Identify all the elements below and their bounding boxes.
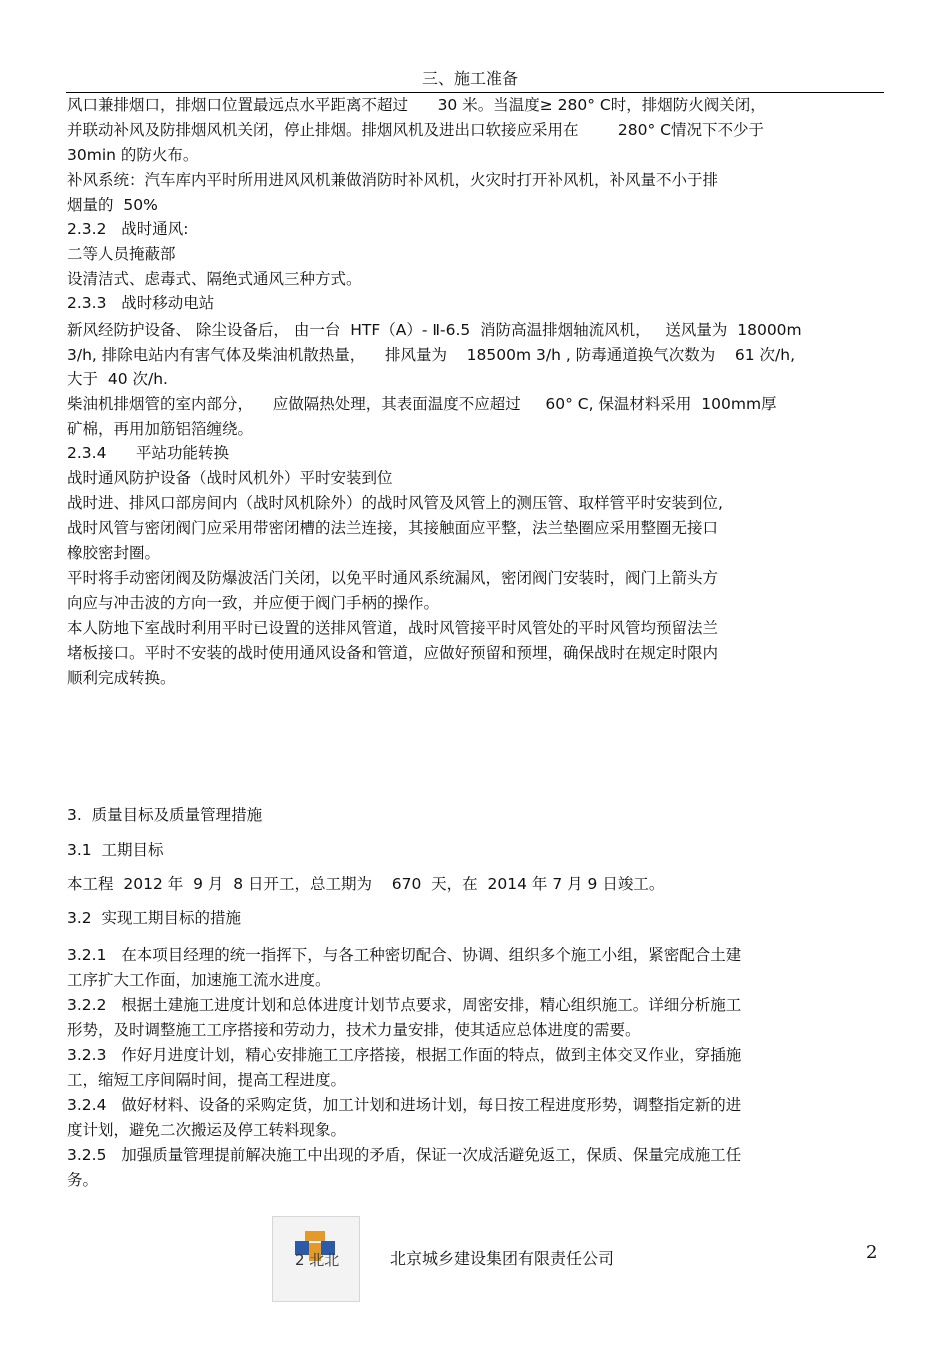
body-line: 3.2.4 做好材料、设备的采购定货，加工计划和进场计划，每日按工程进度形势，调整指定新的进 xyxy=(67,1096,742,1114)
body-line: 烟量的 50% xyxy=(67,196,158,214)
body-line: 3.2.1 在本项目经理的统一指挥下，与各工种密切配合、协调、组织多个施工小组，紧密配合土建 xyxy=(67,946,742,964)
body-line: 3.2.2 根据土建施工进度计划和总体进度计划节点要求，周密安排，精心组织施工。详细分析施工 xyxy=(67,996,742,1014)
body-line: 二等人员掩蔽部 xyxy=(67,245,176,263)
body-line: 3.2.3 作好月进度计划，精心安排施工工序搭接，根据工作面的特点，做到主体交叉作业，穿插施 xyxy=(67,1046,742,1064)
header-divider xyxy=(66,92,884,93)
body-line: 风口兼排烟口，排烟口位置最远点水平距离不超过 30 米。当温度≥ 280° C时，排烟防火阀关闭， xyxy=(67,96,766,114)
body-line: 度计划，避免二次搬运及停工转料现象。 xyxy=(67,1121,347,1139)
body-line: 务。 xyxy=(67,1171,99,1189)
section-heading: 3.2 实现工期目标的措施 xyxy=(67,909,242,927)
section-heading: 3.1 工期目标 xyxy=(67,841,164,859)
footer-company-name: 北京城乡建设集团有限责任公司 xyxy=(390,1249,615,1268)
body-line: 30min 的防火布。 xyxy=(67,146,199,164)
body-line: 形势，及时调整施工工序搭接和劳动力，技术力量安排，使其适应总体进度的需要。 xyxy=(67,1021,641,1039)
body-line: 本人防地下室战时利用平时已设置的送排风管道，战时风管接平时风管处的平时风管均预留法兰 xyxy=(67,619,719,637)
body-line: 战时风管与密闭阀门应采用带密闭槽的法兰连接，其接触面应平整，法兰垫圈应采用整圈无接口 xyxy=(67,519,719,537)
body-line: 3.2.5 加强质量管理提前解决施工中出现的矛盾，保证一次成活避免返工，保质、保量完成施工任 xyxy=(67,1146,742,1164)
body-line: 工序扩大工作面，加速施工流水进度。 xyxy=(67,971,331,989)
logo-text: 2 北北 xyxy=(295,1251,340,1269)
body-line: 战时通风防护设备（战时风机外）平时安装到位 xyxy=(67,469,393,487)
body-line: 顺利完成转换。 xyxy=(67,669,176,687)
body-line: 补风系统：汽车库内平时所用进风风机兼做消防时补风机，火灾时打开补风机，补风量不小于排 xyxy=(67,171,719,189)
body-line: 向应与冲击波的方向一致，并应便于阀门手柄的操作。 xyxy=(67,594,440,612)
page-header-title: 三、施工准备 xyxy=(421,69,518,88)
section-heading: 2.3.2 战时通风: xyxy=(67,220,189,238)
body-line: 平时将手动密闭阀及防爆波活门关闭，以免平时通风系统漏风，密闭阀门安装时，阀门上箭头方 xyxy=(67,569,719,587)
body-line: 橡胶密封圈。 xyxy=(67,544,161,562)
body-line: 堵板接口。平时不安装的战时使用通风设备和管道，应做好预留和预埋，确保战时在规定时限内 xyxy=(67,644,719,662)
section-heading: 3. 质量目标及质量管理措施 xyxy=(67,806,263,824)
body-line: 新风经防护设备、 除尘设备后， 由一台 HTF（A）- Ⅱ-6.5 消防高温排烟轴流风机， 送风量为 18000m xyxy=(67,321,802,339)
body-line: 并联动补风及防排烟风机关闭，停止排烟。排烟风机及进出口软接应采用在 280° C情况下不少于 xyxy=(67,121,765,139)
body-line: 战时进、排风口部房间内（战时风机除外）的战时风管及风管上的测压管、取样管平时安装到位, xyxy=(67,494,723,512)
body-line: 大于 40 次/h. xyxy=(67,370,168,388)
body-line: 设清洁式、虑毒式、隔绝式通风三种方式。 xyxy=(67,270,362,288)
body-line: 本工程 2012 年 9 月 8 日开工，总工期为 670 天，在 2014 年 7 月 9 日竣工。 xyxy=(67,875,665,893)
body-line: 矿棉，再用加筋铝箔缠绕。 xyxy=(67,420,254,438)
body-line: 柴油机排烟管的室内部分， 应做隔热处理，其表面温度不应超过 60° C, 保温材料采用 100mm厚 xyxy=(67,395,777,413)
body-line: 3/h, 排除电站内有害气体及柴油机散热量， 排风量为 18500m 3/h , 防毒通道换气次数为 61 次/h, xyxy=(67,346,796,364)
company-logo xyxy=(272,1216,360,1302)
section-heading: 2.3.4 平站功能转换 xyxy=(67,444,230,462)
body-line: 工，缩短工序间隔时间，提高工程进度。 xyxy=(67,1071,347,1089)
section-heading: 2.3.3 战时移动电站 xyxy=(67,294,215,312)
page-number: 2 xyxy=(866,1242,878,1263)
